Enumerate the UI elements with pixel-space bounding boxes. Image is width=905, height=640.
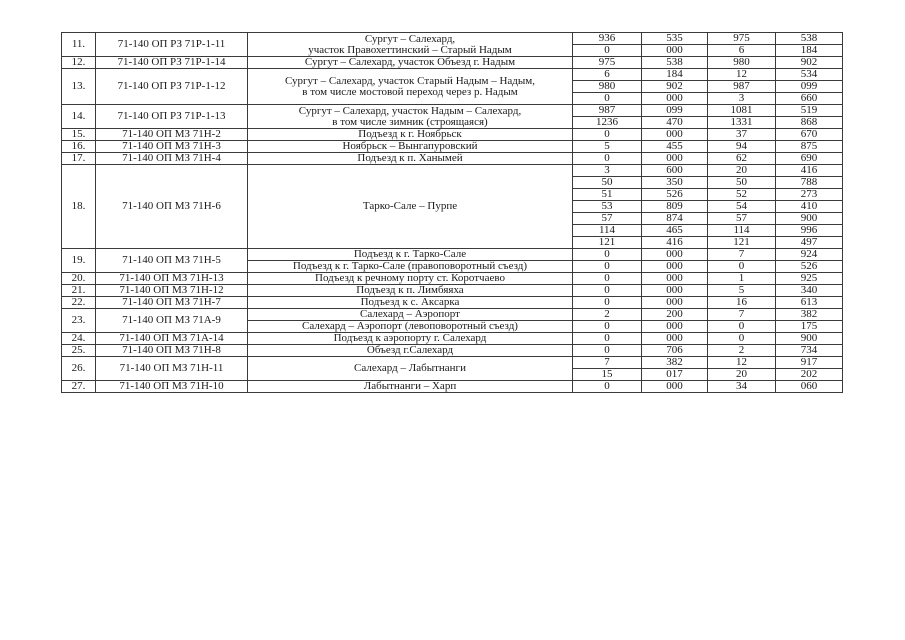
- km-value-cell: 0: [573, 321, 642, 333]
- km-value-cell: 868: [776, 117, 843, 129]
- road-name-line: Подъезд к г. Тарко-Сале: [353, 248, 467, 260]
- km-value-cell: 000: [642, 381, 708, 393]
- road-code: 71-140 ОП МЗ 71Н-11: [96, 357, 248, 381]
- km-value-cell: 51: [573, 189, 642, 201]
- km-value-cell: 670: [776, 129, 843, 141]
- km-value-cell: 0: [573, 261, 642, 273]
- km-value-cell: 16: [708, 297, 776, 309]
- km-value-cell: 53: [573, 201, 642, 213]
- table-row: [62, 285, 843, 297]
- table-row: [62, 381, 843, 393]
- road-code: 71-140 ОП МЗ 71А-9: [96, 309, 248, 333]
- road-code: 71-140 ОП МЗ 71Н-12: [96, 285, 248, 297]
- km-value-cell: 900: [776, 333, 843, 345]
- km-value-cell: 060: [776, 381, 843, 393]
- km-value-cell: 600: [642, 165, 708, 177]
- road-name-line: Ноябрьск – Вынгапуровский: [342, 140, 478, 152]
- km-value-cell: 535: [642, 33, 708, 45]
- road-name-cell: [248, 273, 573, 285]
- km-value-cell: 5: [573, 141, 642, 153]
- km-value-cell: 734: [776, 345, 843, 357]
- km-value-cell: 900: [776, 213, 843, 225]
- row-number: 13.: [62, 69, 96, 105]
- km-value-cell: 000: [642, 153, 708, 165]
- row-number: 16.: [62, 141, 96, 153]
- km-value-cell: 0: [573, 381, 642, 393]
- road-name-line: Подъезд к речному порту ст. Коротчаево: [315, 272, 505, 284]
- km-value-cell: 809: [642, 201, 708, 213]
- km-value-cell: 114: [573, 225, 642, 237]
- road-name-line: Лабытнанги – Харп: [363, 380, 457, 392]
- table-row: [62, 297, 843, 309]
- road-name-line: Сургут – Салехард, участок Объезд г. Надым: [304, 56, 516, 68]
- km-value-cell: 121: [708, 237, 776, 249]
- km-value-cell: 917: [776, 357, 843, 369]
- km-value-cell: 000: [642, 129, 708, 141]
- km-value-cell: 416: [776, 165, 843, 177]
- km-value-cell: 538: [776, 33, 843, 45]
- km-value-cell: 000: [642, 297, 708, 309]
- km-value-cell: 000: [642, 321, 708, 333]
- road-name-line: Подъезд к г. Ноябрьск: [358, 128, 462, 140]
- km-value-cell: 350: [642, 177, 708, 189]
- road-code: 71-140 ОП РЗ 71Р-1-11: [96, 33, 248, 57]
- road-name-line: Сургут – Салехард, участок Надым – Салехард,: [298, 104, 522, 117]
- road-name-line: Подъезд к аэропорту г. Салехард: [333, 332, 487, 344]
- row-number: 23.: [62, 309, 96, 333]
- km-value-cell: 6: [708, 45, 776, 57]
- row-number: 25.: [62, 345, 96, 357]
- road-name-line: участок Правохеттинский – Старый Надым: [308, 43, 512, 56]
- road-name-line: Подъезд к г. Тарко-Сале (правоповоротный съезд): [292, 260, 528, 272]
- table-body: [62, 33, 843, 393]
- km-value-cell: 20: [708, 369, 776, 381]
- km-value-cell: 340: [776, 285, 843, 297]
- km-value-cell: 0: [708, 261, 776, 273]
- road-code: 71-140 ОП РЗ 71Р-1-14: [96, 57, 248, 69]
- road-name-line: Подъезд к п. Лимбяяха: [356, 284, 464, 296]
- km-value-cell: 20: [708, 165, 776, 177]
- km-value-cell: 3: [708, 93, 776, 105]
- km-value-cell: 788: [776, 177, 843, 189]
- road-name-line: Салехард – Аэропорт (левоповоротный съезд): [302, 320, 518, 332]
- km-value-cell: 0: [573, 297, 642, 309]
- road-name-cell: [248, 69, 573, 105]
- km-value-cell: 175: [776, 321, 843, 333]
- km-value-cell: 6: [573, 69, 642, 81]
- road-code: 71-140 ОП МЗ 71Н-10: [96, 381, 248, 393]
- road-name-line: Объезд г.Салехард: [366, 344, 454, 356]
- km-value-cell: 3: [573, 165, 642, 177]
- km-value-cell: 273: [776, 189, 843, 201]
- km-value-cell: 15: [573, 369, 642, 381]
- road-name-cell: [248, 381, 573, 393]
- road-name-cell: [248, 105, 573, 129]
- km-value-cell: 52: [708, 189, 776, 201]
- road-name-cell: [248, 129, 573, 141]
- table-row: [62, 141, 843, 153]
- row-number: 27.: [62, 381, 96, 393]
- road-name-line: Подъезд к с. Аксарка: [360, 296, 460, 308]
- km-value-cell: 455: [642, 141, 708, 153]
- km-value-cell: 410: [776, 201, 843, 213]
- table-row: [62, 165, 843, 177]
- km-value-cell: 0: [708, 321, 776, 333]
- km-value-cell: 902: [776, 57, 843, 69]
- km-value-cell: 0: [708, 333, 776, 345]
- km-value-cell: 497: [776, 237, 843, 249]
- km-value-cell: 1331: [708, 117, 776, 129]
- table-row: [62, 273, 843, 285]
- km-value-cell: 975: [708, 33, 776, 45]
- km-value-cell: 202: [776, 369, 843, 381]
- road-name-cell: [248, 261, 573, 273]
- table-row: [62, 345, 843, 357]
- km-value-cell: 37: [708, 129, 776, 141]
- road-name-line: Сургут – Салехард, участок Старый Надым – Надым,: [284, 74, 535, 87]
- table-row: [62, 249, 843, 261]
- road-code: 71-140 ОП МЗ 71Н-2: [96, 129, 248, 141]
- road-code: 71-140 ОП МЗ 71Н-4: [96, 153, 248, 165]
- road-name-cell: [248, 57, 573, 69]
- table-row: [62, 129, 843, 141]
- road-code: 71-140 ОП РЗ 71Р-1-12: [96, 69, 248, 105]
- road-code: 71-140 ОП МЗ 71Н-3: [96, 141, 248, 153]
- km-value-cell: 975: [573, 57, 642, 69]
- km-value-cell: 416: [642, 237, 708, 249]
- km-value-cell: 2: [708, 345, 776, 357]
- km-value-cell: 184: [776, 45, 843, 57]
- km-value-cell: 534: [776, 69, 843, 81]
- km-value-cell: 7: [708, 249, 776, 261]
- km-value-cell: 526: [642, 189, 708, 201]
- row-number: 14.: [62, 105, 96, 129]
- table-row: [62, 357, 843, 369]
- km-value-cell: 0: [573, 249, 642, 261]
- road-name-line: Подъезд к п. Ханымей: [357, 152, 463, 164]
- km-value-cell: 874: [642, 213, 708, 225]
- km-value-cell: 1081: [708, 105, 776, 117]
- km-value-cell: 980: [708, 57, 776, 69]
- road-name-line: Тарко-Сале – Пурпе: [362, 200, 458, 212]
- road-code: 71-140 ОП МЗ 71Н-13: [96, 273, 248, 285]
- row-number: 21.: [62, 285, 96, 297]
- km-value-cell: 0: [573, 285, 642, 297]
- table-row: [62, 333, 843, 345]
- km-value-cell: 200: [642, 309, 708, 321]
- table-row: [62, 69, 843, 81]
- km-value-cell: 996: [776, 225, 843, 237]
- km-value-cell: 902: [642, 81, 708, 93]
- km-value-cell: 121: [573, 237, 642, 249]
- km-value-cell: 924: [776, 249, 843, 261]
- km-value-cell: 382: [642, 357, 708, 369]
- km-value-cell: 50: [573, 177, 642, 189]
- road-name-line: Салехард – Аэропорт: [360, 308, 460, 320]
- km-value-cell: 50: [708, 177, 776, 189]
- km-value-cell: 000: [642, 333, 708, 345]
- km-value-cell: 7: [708, 309, 776, 321]
- km-value-cell: 470: [642, 117, 708, 129]
- km-value-cell: 538: [642, 57, 708, 69]
- km-value-cell: 099: [776, 81, 843, 93]
- row-number: 19.: [62, 249, 96, 273]
- road-code: 71-140 ОП МЗ 71Н-5: [96, 249, 248, 273]
- road-name-cell: [248, 249, 573, 261]
- km-value-cell: 0: [573, 45, 642, 57]
- km-value-cell: 987: [573, 105, 642, 117]
- road-name-cell: [248, 333, 573, 345]
- km-value-cell: 2: [573, 309, 642, 321]
- road-name-cell: [248, 345, 573, 357]
- km-value-cell: 1236: [573, 117, 642, 129]
- km-value-cell: 0: [573, 333, 642, 345]
- km-value-cell: 706: [642, 345, 708, 357]
- km-value-cell: 526: [776, 261, 843, 273]
- road-name-cell: [248, 141, 573, 153]
- road-name-line: Сургут – Салехард,: [364, 32, 456, 45]
- table-row: [62, 309, 843, 321]
- km-value-cell: 57: [708, 213, 776, 225]
- row-number: 17.: [62, 153, 96, 165]
- road-name-cell: [248, 357, 573, 381]
- km-value-cell: 690: [776, 153, 843, 165]
- km-value-cell: 12: [708, 69, 776, 81]
- km-value-cell: 465: [642, 225, 708, 237]
- road-code: 71-140 ОП МЗ 71Н-8: [96, 345, 248, 357]
- km-value-cell: 184: [642, 69, 708, 81]
- road-name-cell: [248, 309, 573, 321]
- road-name-line: в том числе мостовой переход через р. Надым: [302, 85, 518, 98]
- km-value-cell: 613: [776, 297, 843, 309]
- km-value-cell: 0: [573, 153, 642, 165]
- km-value-cell: 017: [642, 369, 708, 381]
- km-value-cell: 936: [573, 33, 642, 45]
- table-row: [62, 33, 843, 45]
- km-value-cell: 12: [708, 357, 776, 369]
- km-value-cell: 0: [573, 129, 642, 141]
- km-value-cell: 54: [708, 201, 776, 213]
- row-number: 18.: [62, 165, 96, 249]
- km-value-cell: 34: [708, 381, 776, 393]
- km-value-cell: 980: [573, 81, 642, 93]
- row-number: 11.: [62, 33, 96, 57]
- road-code: 71-140 ОП МЗ 71А-14: [96, 333, 248, 345]
- km-value-cell: 987: [708, 81, 776, 93]
- km-value-cell: 519: [776, 105, 843, 117]
- km-value-cell: 62: [708, 153, 776, 165]
- km-value-cell: 94: [708, 141, 776, 153]
- km-value-cell: 5: [708, 285, 776, 297]
- km-value-cell: 925: [776, 273, 843, 285]
- row-number: 26.: [62, 357, 96, 381]
- row-number: 12.: [62, 57, 96, 69]
- road-name-cell: [248, 297, 573, 309]
- km-value-cell: 7: [573, 357, 642, 369]
- km-value-cell: 099: [642, 105, 708, 117]
- road-name-line: в том числе зимник (строящаяся): [332, 115, 488, 128]
- road-name-cell: [248, 285, 573, 297]
- km-value-cell: 0: [573, 93, 642, 105]
- km-value-cell: 875: [776, 141, 843, 153]
- km-value-cell: 000: [642, 249, 708, 261]
- roads-table: [61, 32, 843, 393]
- road-code: 71-140 ОП МЗ 71Н-7: [96, 297, 248, 309]
- km-value-cell: 000: [642, 93, 708, 105]
- km-value-cell: 382: [776, 309, 843, 321]
- road-name-cell: [248, 153, 573, 165]
- km-value-cell: 0: [573, 345, 642, 357]
- road-name-cell: [248, 165, 573, 249]
- km-value-cell: 1: [708, 273, 776, 285]
- table-row: [62, 57, 843, 69]
- table-row: [62, 153, 843, 165]
- km-value-cell: 000: [642, 273, 708, 285]
- row-number: 20.: [62, 273, 96, 285]
- road-name-cell: [248, 321, 573, 333]
- km-value-cell: 000: [642, 285, 708, 297]
- road-code: 71-140 ОП МЗ 71Н-6: [96, 165, 248, 249]
- km-value-cell: 0: [573, 273, 642, 285]
- row-number: 15.: [62, 129, 96, 141]
- row-number: 24.: [62, 333, 96, 345]
- row-number: 22.: [62, 297, 96, 309]
- road-name-line: Салехард – Лабытнанги: [354, 362, 466, 374]
- km-value-cell: 000: [642, 45, 708, 57]
- km-value-cell: 114: [708, 225, 776, 237]
- km-value-cell: 660: [776, 93, 843, 105]
- table-row: [62, 105, 843, 117]
- road-name-cell: [248, 33, 573, 57]
- road-code: 71-140 ОП РЗ 71Р-1-13: [96, 105, 248, 129]
- km-value-cell: 000: [642, 261, 708, 273]
- km-value-cell: 57: [573, 213, 642, 225]
